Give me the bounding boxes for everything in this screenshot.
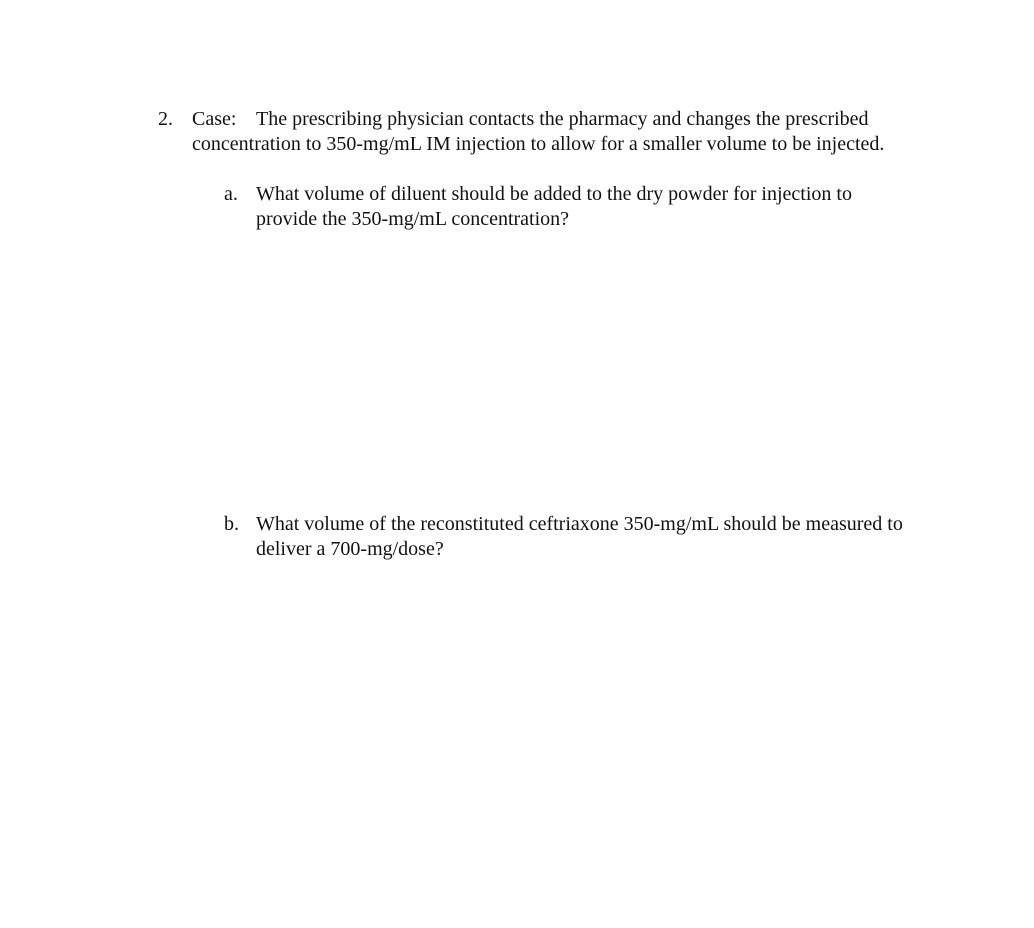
- case-label: Case:: [192, 108, 237, 130]
- sub-question-text: What volume of the reconstituted ceftriaxone 350-mg/mL should be measured to deliver a 700-mg/dose?: [256, 513, 903, 560]
- sub-question-letter: a.: [224, 183, 238, 205]
- sub-question-letter: b.: [224, 513, 239, 535]
- case-paragraph: [192, 107, 916, 157]
- sub-question-text: What volume of diluent should be added to the dry powder for injection to provide the 350-mg/mL concentration?: [256, 183, 852, 230]
- question-number: 2.: [158, 108, 173, 130]
- case-text: The prescribing physician contacts the pharmacy and changes the prescribed concentration to 350-mg/mL IM injection to allow for a smaller volume to be injected.: [192, 108, 885, 155]
